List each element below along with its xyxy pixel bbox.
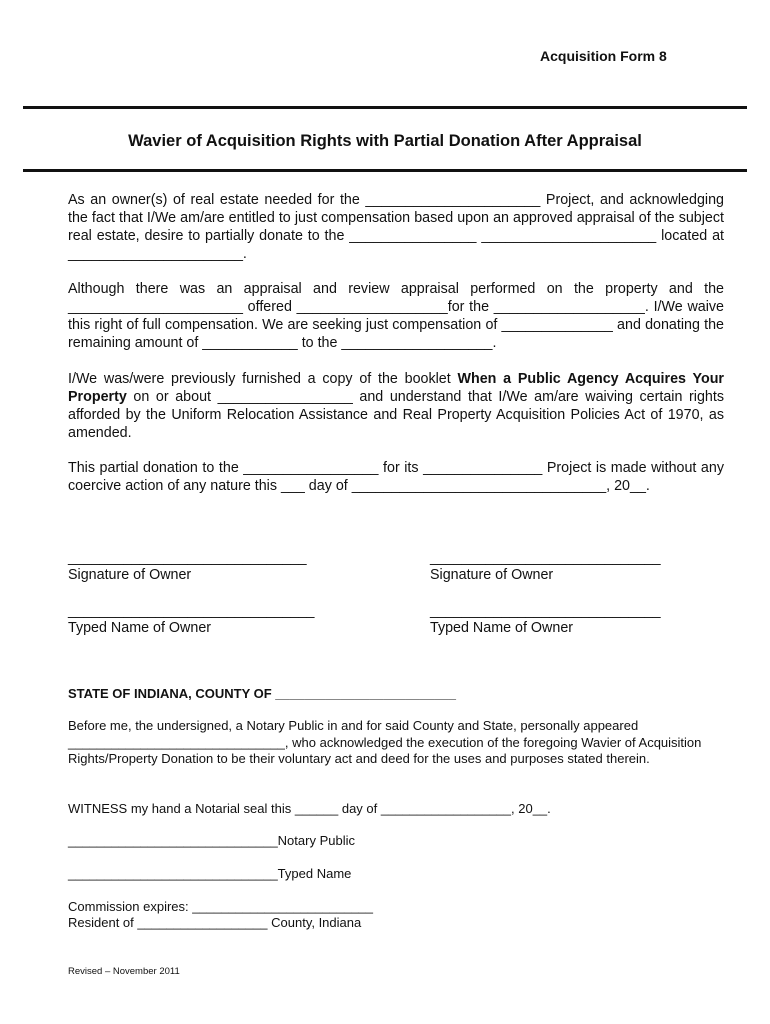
notary-acknowledgment: Before me, the undersigned, a Notary Public in and for said County and State, personally appeared ______________________________, who acknowledged the execution of the foregoing Wavier of Acquisition Rights/Property Donation to be their voluntary act and deed for the uses and purposes stated therein. bbox=[68, 718, 702, 766]
witness-line: WITNESS my hand a Notarial seal this ______ day of __________________, 20__. bbox=[68, 801, 551, 816]
paragraph-ownership: As an owner(s) of real estate needed for the ______________________ Project, and acknowledging the fact that I/We am/are entitled to just compensation based upon an approved appraisal of the subject real estate, desire to partially donate to the ________________ ______________________ located at ______________________. bbox=[68, 192, 724, 262]
document-title: Wavier of Acquisition Rights with Partial Donation After Appraisal bbox=[128, 132, 642, 150]
typed-name-line-left[interactable]: _______________________________ bbox=[68, 603, 315, 619]
paragraph-booklet bbox=[68, 370, 724, 442]
notary-public-line: _____________________________Notary Public bbox=[68, 833, 355, 848]
commission-expires-line: Commission expires: _________________________ bbox=[68, 899, 374, 914]
owner-signature-line-right[interactable]: _____________________________ bbox=[430, 550, 661, 566]
state-county-line: STATE OF INDIANA, COUNTY OF _________________________ bbox=[68, 686, 457, 701]
booklet-text-post: on or about _________________ and understand that I/We am/are waiving certain rights afforded by the Uniform Relocation Assistance and Real Property Acquisition Policies Act of 1970, as amended. bbox=[68, 389, 724, 441]
booklet-text-pre: I/We was/were previously furnished a copy of the booklet bbox=[68, 371, 458, 387]
paragraph-appraisal: Although there was an appraisal and review appraisal performed on the property and the ______________________ offered ___________________for the ___________________. I/We waive this right of full compensation. We are seeking just compensation of ______________ and donating the remaining amount of ____________ to the ___________________. bbox=[68, 281, 724, 351]
booklet-title: When a Public Agency Acquires Your Property bbox=[68, 371, 724, 405]
signature-label-right: Signature of Owner bbox=[430, 567, 554, 583]
typed-name-label-right: Typed Name of Owner bbox=[430, 620, 574, 636]
top-rule bbox=[23, 106, 747, 109]
revision-note: Revised – November 2011 bbox=[68, 966, 180, 977]
owner-signature-line-left[interactable]: ______________________________ bbox=[68, 550, 307, 566]
typed-name-label-left: Typed Name of Owner bbox=[68, 620, 212, 636]
typed-name-line-right[interactable]: _____________________________ bbox=[430, 603, 661, 619]
typed-name-line: _____________________________Typed Name bbox=[68, 866, 352, 881]
title-rule bbox=[23, 169, 747, 172]
paragraph-donation: This partial donation to the _________________ for its _______________ Project is made without any coercive action of any nature this ___ day of ________________________________, 20__. bbox=[68, 460, 724, 494]
signature-label-left: Signature of Owner bbox=[68, 567, 192, 583]
resident-county-line: Resident of __________________ County, Indiana bbox=[68, 915, 362, 930]
form-number: Acquisition Form 8 bbox=[540, 48, 667, 64]
